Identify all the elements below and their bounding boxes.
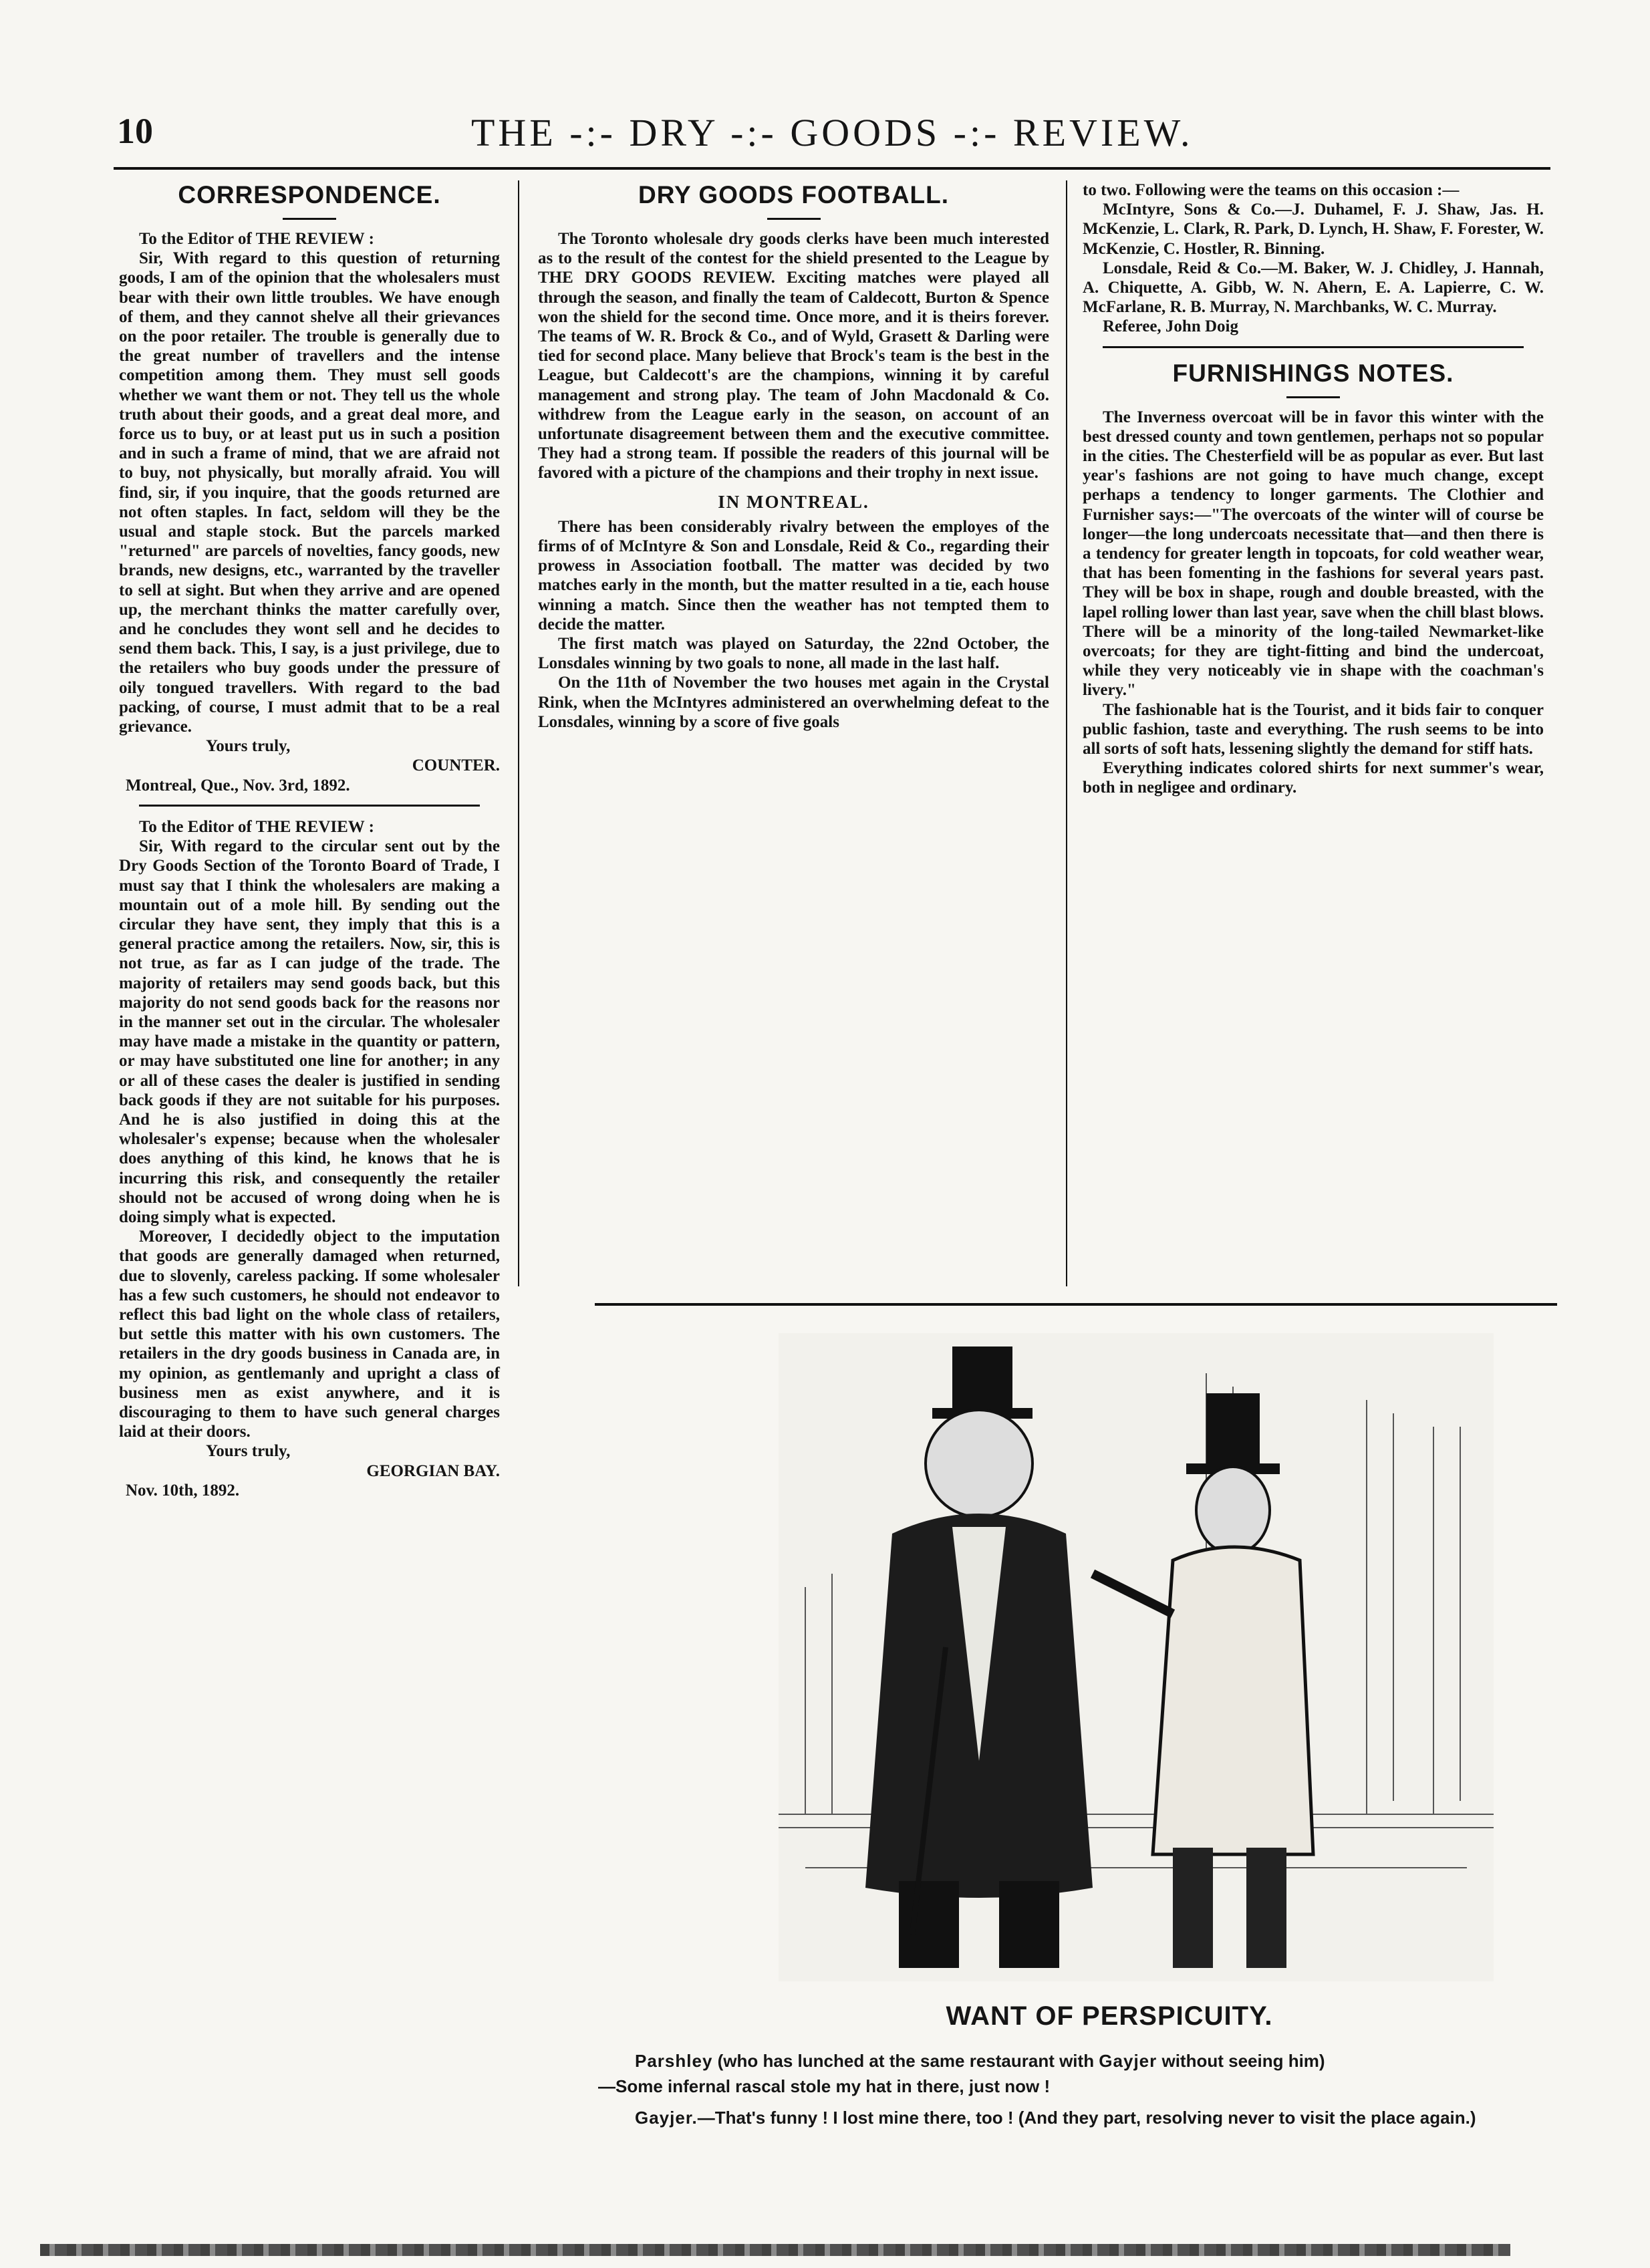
- team-mcintyre: McIntyre, Sons & Co.—J. Duhamel, F. J. Shaw, Jas. H. McKenzie, L. Clark, R. Park, D. Lynch, H. Shaw, F. Forester, W. McKenzie, C. Hostler, R. Binning.: [1083, 200, 1544, 258]
- furnishings-heading: FURNISHINGS NOTES.: [1172, 359, 1454, 387]
- football-paragraph-2: There has been considerably rivalry between the employes of the firms of of McIntyre & Son and Lonsdale, Reid & Co., regarding their prowess in Association football. The matter was decided by two matches early in the month, but the matter resulted in a tie, each house winning a match. Since then the weather has not tempted them to decide the matter.: [538, 517, 1049, 633]
- caption-aside-end: without seeing him): [1157, 2051, 1325, 2071]
- cartoon-caption-2: [598, 2105, 1560, 2130]
- cartoon-top-rule: [595, 1303, 1557, 1306]
- football-paragraph-3: The first match was played on Saturday, the 22nd October, the Lonsdales winning by two goals to none, all made in the last half.: [538, 635, 1049, 673]
- column-divider-2: [1066, 180, 1067, 1286]
- letter2-body-2: Moreover, I decidedly object to the imputation that goods are generally damaged when returned, due to slovenly, careless packing. If some wholesaler has a few such customers, he should not endeavor to reflect this bad light on the whole class of retailers, but settle this matter with his own customers. The retailers in the dry goods business in Canada are, in my opinion, as gentlemanly and upright a class of business men as exist anywhere, and it is discouraging to them to have such general charges laid at their doors.: [119, 1228, 500, 1441]
- caption-dialogue-2: —That's funny ! I lost mine there, too ! (And they part, resolving never to visit the place again.): [697, 2108, 1476, 2128]
- column-correspondence: [119, 180, 500, 1500]
- cartoon-illustration: [779, 1333, 1494, 1981]
- letter2-salutation: To the Editor of THE REVIEW :: [139, 817, 374, 836]
- column-divider-1: [518, 180, 519, 1286]
- speaker-gayjer-reply: Gayjer.: [635, 2108, 698, 2128]
- team-lonsdale: Lonsdale, Reid & Co.—M. Baker, W. J. Chidley, J. Hannah, A. Chiquette, A. Gibb, W. N. Ahern, E. A. Lapierre, C. W. McFarlane, R. B. Murray, N. Marchbanks, W. C. Murray.: [1083, 259, 1544, 317]
- speaker-gayjer: Gayjer: [1099, 2051, 1157, 2071]
- cartoon-caption-1: [598, 2048, 1560, 2099]
- page-number: 10: [117, 111, 153, 151]
- letter1-salutation: To the Editor of THE REVIEW :: [139, 230, 374, 248]
- column-furnishings: [1083, 180, 1544, 798]
- football-paragraph-1: The Toronto wholesale dry goods clerks have been much interested as to the result of the contest for the shield presented to the League by THE DRY GOODS REVIEW. Exciting matches were played all through the season, and finally the team of Caldecott, Burton & Spence won the shield for the second time. Once more, and it is theirs forever. The teams of W. R. Brock & Co., and of Wyld, Grasett & Darling were tied for second place. Many believe that Brock's team is the best in the League, but Caldecott's are the champions, winning it by careful management and strong play. The team of John Macdonald & Co. withdrew from the League early in the season, on account of an unfortunate disagreement between them and the executive committee. They had a strong team. If possible the readers of this journal will be favored with a picture of the champions and their trophy in next issue.: [538, 230, 1049, 482]
- heading-rule: [767, 218, 821, 220]
- masthead-rule: [114, 167, 1550, 170]
- speaker-parshley: Parshley: [635, 2051, 713, 2071]
- letter1-dateline: Montreal, Que., Nov. 3rd, 1892.: [126, 776, 350, 795]
- letter2-signature: GEORGIAN BAY.: [366, 1461, 500, 1480]
- scan-edge-band: [40, 2244, 1510, 2256]
- letter1-closing: Yours truly,: [206, 737, 291, 756]
- publication-title: THE -:- DRY -:- GOODS -:- REVIEW.: [471, 111, 1194, 154]
- correspondence-heading: CORRESPONDENCE.: [178, 181, 441, 208]
- letter2-body-1: Sir, With regard to the circular sent out by the Dry Goods Section of the Toronto Board of Trade, I must say that I think the wholesalers are making a mountain out of a mole hill. By sending out the circular they have sent, they imply that this is a general practice among the retailers. Now, sir, this is not true, as far as I can judge of the trade. The majority of retailers may send goods back, but this majority do not send goods back for the reasons nor in the manner set out in the circular. The wholesaler may have made a mistake in the quantity or pattern, or may have substituted one line for another; in any or all of these cases the dealer is justified in sending back goods if they are not suitable for his purposes. And he is also justified in doing this at the wholesaler's expense; because when the wholesaler does anything of this kind, he knows that he is incurring this risk, and consequently the retailer should not be accused of wrong doing when he is doing simply what is expected.: [119, 837, 500, 1226]
- football-heading: DRY GOODS FOOTBALL.: [638, 181, 950, 208]
- furnishings-paragraph-3: Everything indicates colored shirts for next summer's wear, both in negligee and ordinary.: [1083, 759, 1544, 797]
- heading-rule: [1286, 396, 1340, 398]
- column-football: [538, 180, 1049, 732]
- furnishings-paragraph-2: The fashionable hat is the Tourist, and it bids fair to conquer public fashion, taste and everything. The rush seems to be into all sorts of soft hats, lessening slightly the demand for stiff hats.: [1083, 700, 1544, 758]
- furnishings-paragraph-1: The Inverness overcoat will be in favor this winter with the best dressed county and town gentlemen, perhaps not so popular in the cities. The Chesterfield will be as popular as ever. But last year's fashions are not going to have much change, except perhaps a tendency to longer garments. The Clothier and Furnisher says:—"The overcoats of the winter will of course be longer—the long undercoats necessitate that—and then there is a tendency for greater length in topcoats, for cold weather wear, that has been fomenting in the fashions for several years past. They will be box in shape, rough and double breasted, with the lapel rolling lower than last year, save when the chill blast blows. There will be a minority of the long-tailed Newmarket-like overcoats; for they are tight-fitting and bind the undercoat, while they very noticeably vie in shape with the coachman's livery.": [1083, 408, 1544, 700]
- football-paragraph-4: On the 11th of November the two houses met again in the Crystal Rink, when the McIntyres administered an overwhelming defeat to the Lonsdales, winning by a score of five goals: [538, 674, 1049, 731]
- caption-aside: (who has lunched at the same restaurant with: [712, 2051, 1099, 2071]
- letter1-body: Sir, With regard to this question of returning goods, I am of the opinion that the wholesalers must bear with their own little troubles. We have enough of them, and they cannot shelve all their grievances on the poor retailer. The trouble is generally due to the great number of travellers and the intense competition among them. They must sell goods whether we want them or not. They tell us the whole truth about their goods, and a great deal more, and force us to buy, or at least put us in such a position and in such a frame of mind, that we are afraid not to buy, not physically, but morally afraid. You will find, sir, if you inquire, that the goods returned are not often staples. In fact, seldom will they be the usual and staple stock. But the parcels marked "returned" are parcels of novelties, fancy goods, new brands, new designs, etc., warranted by the traveller to sell at sight. But when they arrive and are opened up, the merchant thinks the matter carefully over, and he concludes they wont sell and he decides to send them back. This, I say, is a just privilege, due to the retailers who buy goods under the pressure of oily tongued travellers. With regard to the bad packing, of course, I must admit that to be a real grievance.: [119, 249, 500, 736]
- letter2-dateline: Nov. 10th, 1892.: [126, 1481, 240, 1500]
- referee: Referee, John Doig: [1103, 317, 1238, 336]
- letter2-closing: Yours truly,: [206, 1442, 291, 1461]
- masthead: [117, 110, 1547, 164]
- letter1-signature: COUNTER.: [412, 756, 500, 775]
- football-continuation: to two. Following were the teams on this occasion :—: [1083, 181, 1460, 199]
- letter-separator: [139, 805, 480, 807]
- section-separator: [1103, 346, 1524, 348]
- heading-rule: [283, 218, 336, 220]
- montreal-subheading: IN MONTREAL.: [718, 491, 869, 512]
- caption-dialogue-1: —Some infernal rascal stole my hat in there, just now !: [598, 2076, 1051, 2096]
- cartoon-title: WANT OF PERSPICUITY.: [946, 2001, 1273, 2031]
